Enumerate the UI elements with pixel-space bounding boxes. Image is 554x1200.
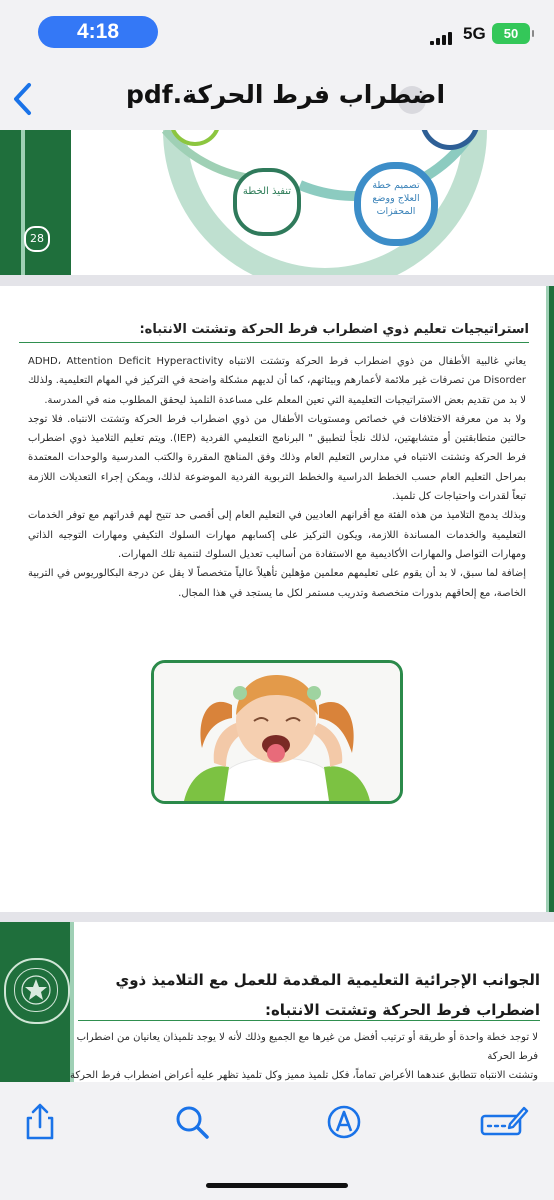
battery-icon xyxy=(492,23,530,44)
status-time[interactable]: 4:18 xyxy=(38,16,158,48)
node-label: تنفيذ الخطة xyxy=(242,186,292,197)
share-icon xyxy=(18,1100,62,1144)
side-panel xyxy=(25,130,71,275)
network-type: 5G xyxy=(463,24,486,43)
child-illustration xyxy=(154,663,400,801)
node-design-plan xyxy=(354,162,438,246)
cellular-signal-icon xyxy=(430,26,454,45)
chevron-left-icon xyxy=(12,82,34,116)
back-button[interactable] xyxy=(12,82,34,122)
node-label: تصميم خطة العلاج ووضع المحفزات xyxy=(372,180,420,217)
signature-icon xyxy=(478,1100,530,1144)
markup-button[interactable] xyxy=(322,1100,366,1144)
paragraph: وبذلك يدمج التلاميذ من هذه الفئة مع أقرانهم العاديين في التعليم العام إلى أقصى حد تتيح لهم قدراتهم مع توفر الخدمات التعليمية والخدمات المساندة اللازمة، ويكون التركيز على إكسابهم مهارات السلوك التكيفي ومهارات التوجيه الذاتي ومهارات التواصل والمهارات الأكاديمية مع الاستفادة من أساليب تعديل السلوك لتنمية تلك المهارات. xyxy=(28,510,526,560)
right-margin-stripe xyxy=(546,286,549,912)
battery-level: 50 xyxy=(503,26,519,41)
body-line: وتشتت الانتباه تتطابق عندهما الأعراض تماماً، فكل تلميذ مميز وكل تلميذ تظهر عليه أعراض اضطراب فرط الحركة xyxy=(70,1070,538,1081)
search-icon xyxy=(170,1100,214,1144)
page-gap xyxy=(0,912,554,922)
heading-underline xyxy=(78,1020,540,1021)
node-execute-plan xyxy=(233,168,301,236)
markup-icon xyxy=(322,1100,366,1144)
body-line: لا توجد خطة واحدة أو طريقة أو ترتيب أفضل من غيرها مع الجميع وذلك لأنه لا يوجد تلميذان يعانيان من اضطراب فرط الحركة xyxy=(76,1032,538,1062)
page-number-badge: 28 xyxy=(24,226,50,252)
share-button[interactable] xyxy=(18,1100,62,1144)
paragraph: ولا بد من معرفة الاختلافات في خصائص ومستويات الأطفال من ذوي اضطراب فرط الحركة وتشتت الانتباه. فلا توجد حالتين متطابقتين أو متشابهتين، لذلك نلجأ لتطبيق " البرنامج التعليمي الفردية (IEP). ويتم تعليم التلاميذ ذوي اضطراب فرط الحركة وتشتت الانتباه في مدارس التعليم العام وذلك وفق المناهج المقررة والكتب المدرسية والوحدات المعتمدة بمراحل التعليم العام حسب الخطط الدراسية والخطط التربوية الفردية الموضوعة لذلك، ويمكن إجراء التعديلات اللازمة تبعاً لقدرات واحتياجات كل تلميذ. xyxy=(28,413,527,503)
seal-emblem-icon xyxy=(14,968,58,1012)
section-heading: الجوانب الإجرائية التعليمية المقدمة للعمل مع التلاميذ ذوي اضطراب فرط الحركة وتشتت الانتباه: xyxy=(115,971,540,1019)
paragraph: يعاني غالبية الأطفال من ذوي اضطراب فرط الحركة وتشتت الانتباه ADHD، Attention Deficit Hyperactivity Disorder من تصرفات غير ملائمة لأعمارهم وبيئاتهم، كما أن لديهم مشكلة واضحة في التركيز في المهام التعليمية. ولذلك لا بد من تقديم بعض الاستراتيجيات التعليمية التي تعين المعلم على مساعدة التلميذ ليحقق المطلوب منه في المدرسة. xyxy=(28,356,526,406)
heading-underline xyxy=(19,342,529,343)
signature-button[interactable] xyxy=(478,1100,530,1144)
home-indicator[interactable] xyxy=(206,1183,348,1188)
section-body xyxy=(28,352,526,603)
child-photo xyxy=(151,660,403,804)
search-button[interactable] xyxy=(170,1100,214,1144)
page-gap xyxy=(0,275,554,286)
document-title[interactable]: اضطراب فرط الحركة.pdf xyxy=(126,80,446,109)
section-heading: استراتيجيات تعليم ذوي اضطراب فرط الحركة وتشتت الانتباه: xyxy=(139,322,529,337)
pdf-page-28 xyxy=(0,130,554,275)
paragraph: إضافة لما سبق، لا بد أن يقوم على تعليمهم معلمين مؤهلين تأهيلاً عالياً متخصصاً لا يقل عن درجة البكالوريوس في التربية الخاصة، مع إلحاقهم بدورات متخصصة وتدريب مستمر لكل ما يستجد في هذا المجال. xyxy=(28,568,526,599)
right-margin-bar xyxy=(549,286,554,912)
left-margin-bar xyxy=(0,130,21,275)
